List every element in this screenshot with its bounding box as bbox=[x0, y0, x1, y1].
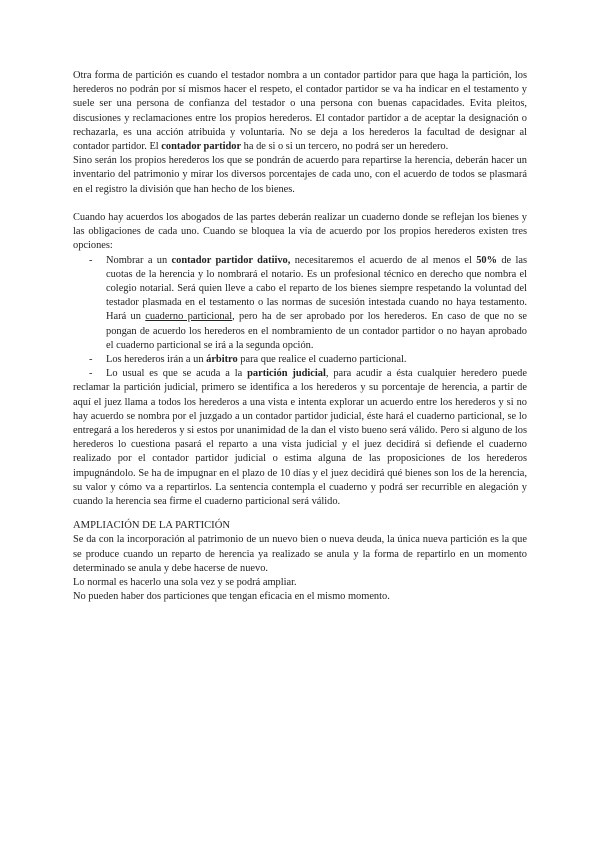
list-dash: - bbox=[89, 254, 93, 266]
section-heading: AMPLIACIÓN DE LA PARTICIÓN bbox=[73, 520, 231, 532]
paragraph-normal: Lo normal es hacerlo una sola vez y se podrá ampliar. bbox=[73, 577, 297, 589]
document-page bbox=[73, 69, 527, 605]
bold-term: 50% bbox=[476, 254, 497, 266]
bold-term: contador partidor datiivo, bbox=[171, 254, 291, 266]
list-item-contador-dativo: - Nombrar a un contador partidor datiivo, necesitaremos el acuerdo de al menos el 50% de las cuotas de la herencia y lo nombrará el notario. Es un profesional técnico en derecho que nombra el colegio notarial. Será quien lleve a cabo el reparto de los bienes siempre respetando la voluntad del testador plasmada en el testamento o las normas de sucesión intestada cuando no haya testamento. Hará un cuaderno particional, pero ha de ser aprobado por los herederos. En caso de que no se pongan de acuerdo los herederos en el nombramiento de un contador partidor o no hayan aprobado el cuaderno particional se irá a la segunda opción. bbox=[89, 254, 528, 351]
bold-term: contador partidor bbox=[161, 141, 242, 153]
bold-term: partición judicial bbox=[247, 368, 326, 380]
bold-term: árbitro bbox=[206, 354, 238, 366]
underlined-term: cuaderno particional bbox=[145, 311, 233, 323]
list-dash: - bbox=[89, 368, 93, 380]
paragraph-contador-partidor: Otra forma de partición es cuando el testador nombra a un contador partidor para que haga la partición, los herederos no podrán por sí mismos hacer el respeto, el contador partidor se va ha indicar en el testamento y suele ser una persona de confianza del testador o una persona con buenas capacidades. Evita pleitos, discusiones y reclamaciones entre los propios herederos. El contador partidor a de aceptar la designación o rechazarla, es una acción atribuida y voluntaria. No se deja a los herederos la facultad de designar al contador partidor. El contador partidor ha de si o si un tercero, no podrá ser un heredero. bbox=[73, 70, 527, 153]
paragraph-cuaderno: Cuando hay acuerdos los abogados de las partes deberán realizar un cuaderno donde se reflejan los bienes y las obligaciones de cada uno. Cuando se bloquea la vía de acuerdo por los propios herederos existen tres opciones: bbox=[73, 212, 527, 252]
list-item-particion-judicial: - Lo usual es que se acuda a la partición judicial, para acudir a ésta cualquier heredero puede reclamar la partición judicial, primero se identifica a los herederos y su porcentaje de herencia, a partir de aquí el juez llama a todos los herederos a una vista e intenta explorar un acuerdo entre los herederos y si no hay acuerdo se nombra por el juzgado a un contador partidor judicial, éste hará el cuaderno particional, se lo entregará a los herederos y si estos por unanimidad de la dan el visto bueno será válido. Pero si alguno de los herederos lo cuestiona pasará el reparto a una vista judicial y el juez decidirá si defiende el cuaderno realizado por el contador partidor judicial o estima alguna de las proposiciones de los herederos impugnándolo. Se ha de impugnar en el plazo de 10 días y el juez decidirá qué bienes son los de la herencia, su valor y cómo va a repartirlos. La sentencia contempla el cuaderno y podrá ser recurrible en alegación y cuando la herencia sea firme el cuaderno particional será válido. bbox=[73, 368, 527, 508]
list-dash: - bbox=[89, 354, 93, 366]
paragraph-eficacia: No pueden haber dos particiones que tengan eficacia en el mismo momento. bbox=[73, 591, 390, 603]
list-item-arbitro: - Los herederos irán a un árbitro para que realice el cuaderno particional. bbox=[73, 353, 527, 367]
paragraph-acuerdo-herederos: Sino serán los propios herederos los que se pondrán de acuerdo para repartirse la herencia, deberán hacer un inventario del patrimonio y mirar los diversos porcentajes de cada uno, con el acuerdo de todos se plasmará en el registro la división que han hecho de los bienes. bbox=[73, 155, 527, 195]
paragraph-ampliacion: Se da con la incorporación al patrimonio de un nuevo bien o nueva deuda, la única nueva partición es la que se produce cuando un reparto de herencia ya realizado se anula y la forma de repartirlo en un momento determinado se anula y debe hacerse de nuevo. bbox=[73, 534, 527, 574]
